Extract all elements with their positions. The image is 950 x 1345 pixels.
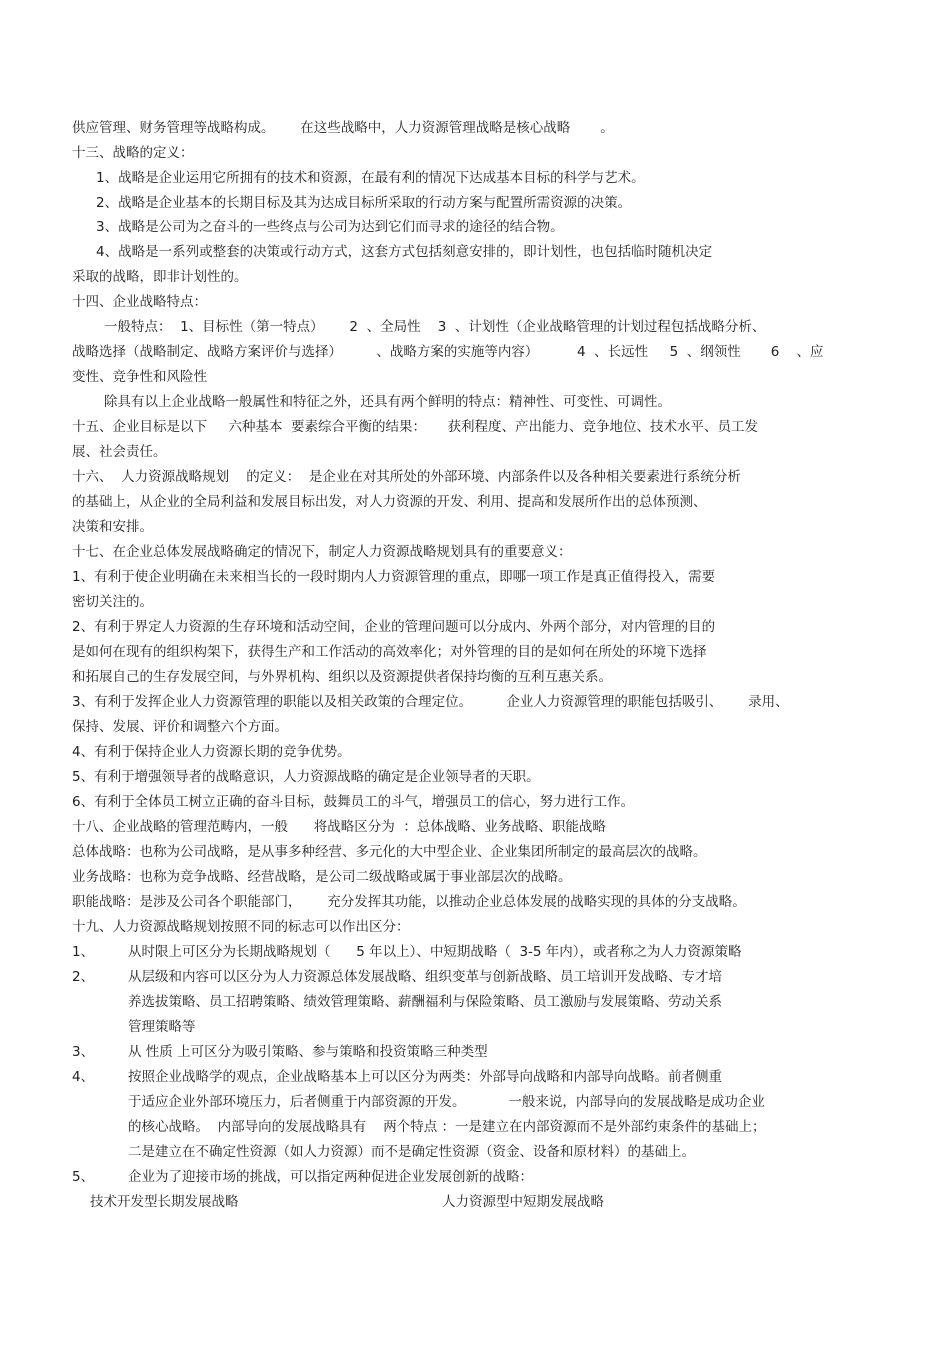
text-line: 5、有利于增强领导者的战略意识，人力资源战略的确定是企业领导者的天职。	[72, 769, 540, 785]
text-line: 职能战略：是涉及公司各个职能部门， 充分发挥其功能，以推动企业总体发展的战略实现的具体的分支战略。	[72, 894, 746, 910]
text-line: 4、有利于保持企业人力资源长期的竞争优势。	[72, 744, 351, 760]
text-line: 的基础上，从企业的全局利益和发展目标出发，对人力资源的开发、利用、提高和发展所作出的总体预测、	[72, 494, 707, 510]
list-item-number: 5、	[72, 1169, 95, 1185]
list-item-text: 按照企业战略学的观点，企业战略基本上可以区分为两类：外部导向战略和内部导向战略。前者侧重	[128, 1069, 722, 1085]
text-line: 一般特点： 1、目标性（第一特点） 2 、全局性 3 、计划性（企业战略管理的计划过程包括战略分析、	[104, 319, 766, 335]
text-line: 2、有利于界定人力资源的生存环境和活动空间，企业的管理问题可以分成内、外两个部分，对内管理的目的	[72, 619, 716, 635]
text-line: 是如何在现有的组织构架下，获得生产和工作活动的高效率化；对外管理的目的是如何在所处的环境下选择	[72, 644, 707, 660]
list-item-number: 3、	[72, 1044, 95, 1060]
text-line: 保持、发展、评价和调整六个方面。	[72, 719, 288, 735]
section-heading: 十七、在企业总体发展战略确定的情况下，制定人力资源战略规划具有的重要意义：	[72, 544, 572, 560]
text-line: 供应管理、财务管理等战略构成。 在这些战略中，人力资源管理战略是核心战略 。	[72, 120, 614, 136]
text-line: 4、战略是一系列或整套的决策或行动方式，这套方式包括刻意安排的，即计划性，也包括临时随机决定	[96, 244, 713, 260]
section-heading: 十九、人力资源战略规划按照不同的标志可以作出区分：	[72, 919, 410, 935]
list-item-text: 从 性质 上可区分为吸引策略、参与策略和投资策略三种类型	[128, 1044, 488, 1060]
section-heading: 十八、企业战略的管理范畴内，一般 将战略区分为 ：总体战略、业务战略、职能战略	[72, 819, 606, 835]
list-item-text: 养选拔策略、员工招聘策略、绩效管理策略、薪酬福利与保险策略、员工激励与发展策略、劳动关系	[128, 994, 722, 1010]
text-line: 业务战略：也称为竞争战略、经营战略，是公司二级战略或属于事业部层次的战略。	[72, 869, 572, 885]
list-item-text: 的核心战略。 内部导向的发展战略具有 两个特点 ：一是建立在内部资源而不是外部约束条件的基础上；	[128, 1119, 766, 1135]
text-line: 3、有利于发挥企业人力资源管理的职能以及相关政策的合理定位。 企业人力资源管理的职能包括吸引、 录用、	[72, 694, 789, 710]
list-item-text: 于适应企业外部环境压力，后者侧重于内部资源的开发。 一般来说，内部导向的发展战略是成功企业	[128, 1094, 765, 1110]
text-line: 除具有以上企业战略一般属性和特征之外，还具有两个鲜明的特点：精神性、可变性、可调性。	[104, 394, 671, 410]
text-line: 1、有利于使企业明确在未来相当长的一段时期内人力资源管理的重点，即哪一项工作是真正值得投入，需要	[72, 569, 716, 585]
list-item-number: 4、	[72, 1069, 95, 1085]
text-line: 密切关注的。	[72, 594, 153, 610]
text-line: 变性、竞争性和风险性	[72, 369, 207, 385]
strategy-label-tech: 技术开发型长期发展战略	[90, 1194, 239, 1210]
text-line: 2、战略是企业基本的长期目标及其为达成目标所采取的行动方案与配置所需资源的决策。	[96, 195, 632, 211]
text-line: 总体战略：也称为公司战略，是从事多种经营、多元化的大中型企业、企业集团所制定的最高层次的战略。	[72, 844, 707, 860]
list-item-number: 2、	[72, 969, 95, 985]
strategy-label-hr: 人力资源型中短期发展战略	[442, 1194, 604, 1210]
list-item-text: 管理策略等	[128, 1019, 196, 1035]
text-line: 决策和安排。	[72, 519, 153, 535]
list-item-text: 从时限上可区分为长期战略规划（ 5 年以上）、中短期战略（ 3-5 年内），或者称之为人力资源策略	[128, 944, 742, 960]
section-heading: 十四、企业战略特点：	[72, 294, 207, 310]
list-item-text: 企业为了迎接市场的挑战，可以指定两种促进企业发展创新的战略：	[128, 1169, 533, 1185]
text-line: 采取的战略，即非计划性的。	[72, 269, 248, 285]
text-line: 1、战略是企业运用它所拥有的技术和资源，在最有利的情况下达成基本目标的科学与艺术。	[96, 170, 645, 186]
list-item-number: 1、	[72, 944, 95, 960]
text-line: 战略选择（战略制定、战略方案评价与选择） 、战略方案的实施等内容） 4 、长远性 5 、纲领性 6 、应	[72, 344, 824, 360]
text-line: 和拓展自己的生存发展空间，与外界机构、组织以及资源提供者保持均衡的互利互惠关系。	[72, 669, 612, 685]
section-heading: 十五、企业目标是以下 六种基本 要素综合平衡的结果： 获利程度、产出能力、竞争地位、技术水平、员工发	[72, 419, 758, 435]
section-heading: 十三、战略的定义：	[72, 145, 194, 161]
text-line: 6、有利于全体员工树立正确的奋斗目标，鼓舞员工的斗气，增强员工的信心，努力进行工作。	[72, 794, 635, 810]
section-heading: 十六、 人力资源战略规划 的定义： 是企业在对其所处的外部环境、内部条件以及各种相关要素进行系统分析	[72, 469, 741, 485]
text-line: 展、社会责任。	[72, 444, 167, 460]
text-line: 3、战略是公司为之奋斗的一些终点与公司为达到它们而寻求的途径的结合物。	[96, 219, 564, 235]
list-item-text: 从层级和内容可以区分为人力资源总体发展战略、组织变革与创新战略、员工培训开发战略、专才培	[128, 969, 722, 985]
list-item-text: 二是建立在不确定性资源（如人力资源）而不是确定性资源（资金、设备和原材料）的基础上。	[128, 1144, 695, 1160]
